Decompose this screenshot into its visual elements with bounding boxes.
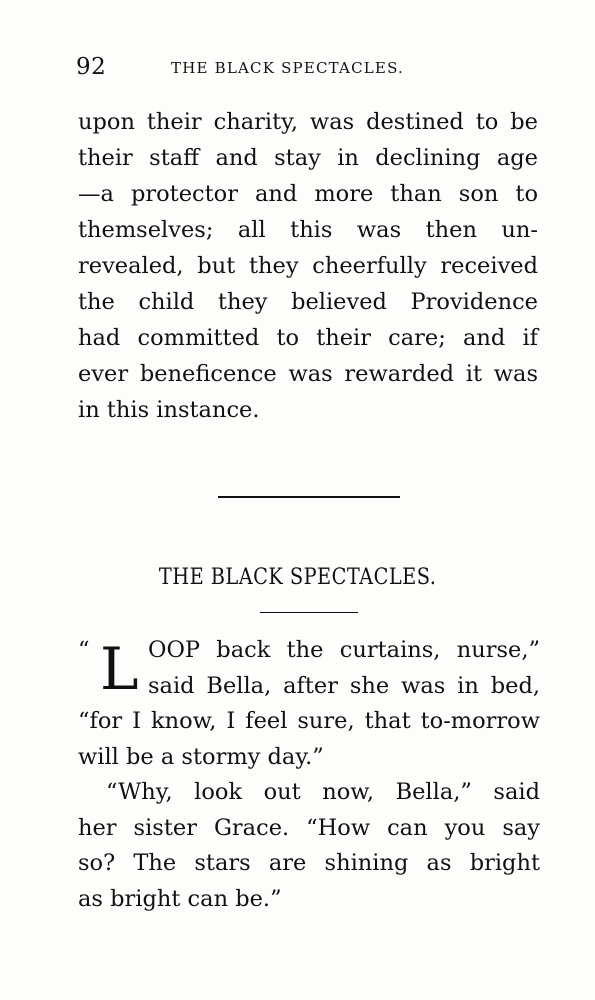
text-line: as bright can be.” [78, 885, 282, 912]
section-divider [218, 496, 400, 498]
title-underline [260, 612, 358, 613]
text-line: had committed to their care; and if [78, 325, 538, 351]
running-head [76, 52, 536, 82]
drop-cap-block [78, 633, 540, 704]
text-line: —a protector and more than son to [78, 181, 538, 207]
text-line: in this instance. [78, 397, 260, 423]
text-line: revealed, but they cheerfully received [78, 253, 538, 279]
story-text [78, 633, 540, 917]
text-line: upon their charity, was destined to be [78, 109, 538, 135]
section-title-text: THE BLACK SPECTACLES. [158, 565, 437, 590]
text-line: themselves; all this was then un- [78, 217, 538, 243]
drop-cap-letter: L [100, 635, 139, 703]
text-line: will be a stormy day.” [78, 743, 324, 770]
text-line: their staff and stay in declining age [78, 145, 538, 171]
page-number: 92 [76, 54, 107, 80]
text-line: her sister Grace. “How can you say [78, 814, 540, 841]
text-line: “for I know, I feel sure, that to-morrow [78, 708, 540, 734]
section-title [0, 563, 595, 593]
running-title: THE BLACK SPECTACLES. [171, 59, 404, 77]
text-line: “Why, look out now, Bella,” said [106, 779, 540, 805]
text-line: so? The stars are shining as bright [78, 850, 540, 876]
text-line: OOP back the curtains, nurse,” [148, 637, 540, 663]
text-line: the child they believed Providence [78, 289, 538, 315]
opening-quote: “ [78, 637, 90, 663]
text-line: ever beneficence was rewarded it was [78, 361, 538, 387]
text-line: said Bella, after she was in bed, [148, 672, 540, 699]
previous-section-text [78, 104, 538, 428]
